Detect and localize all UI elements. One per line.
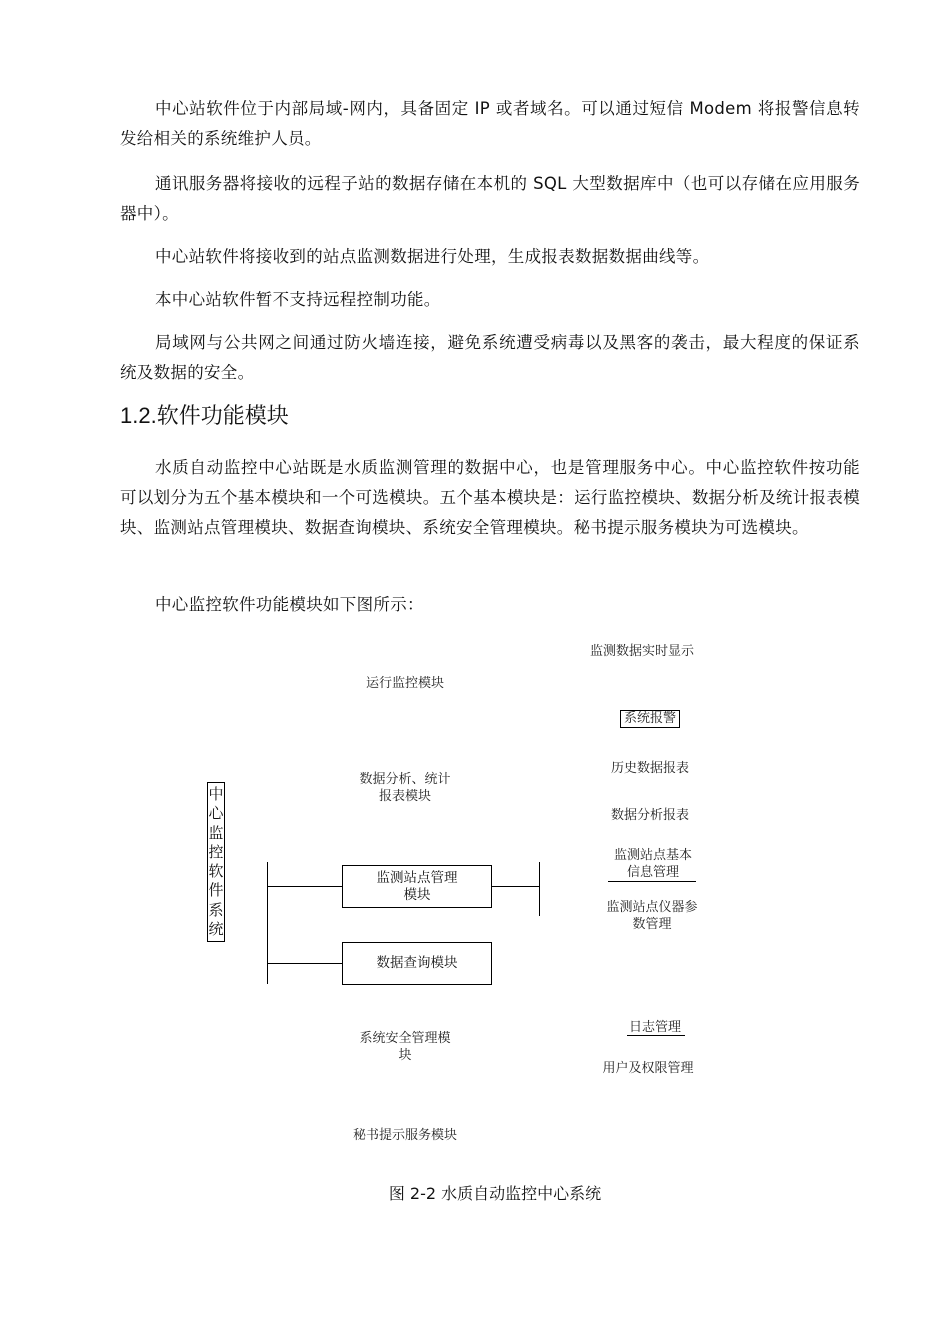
paragraph-intro-4: 本中心站软件暂不支持远程控制功能。 <box>155 290 441 309</box>
root-system-box <box>207 782 225 942</box>
root-char: 软 <box>208 862 224 881</box>
root-char: 系 <box>208 900 224 919</box>
module-station-mgmt-line1: 监测站点管理 <box>376 869 458 886</box>
func-instrument <box>582 899 722 933</box>
root-char: 心 <box>208 804 224 823</box>
paragraph-section-2: 中心监控软件功能模块如下图所示： <box>155 595 424 614</box>
func-log-mgmt: 日志管理 <box>628 1020 681 1035</box>
func-instrument-line1: 监测站点仪器参 <box>606 900 698 915</box>
connector-right <box>490 886 539 887</box>
func-station-info <box>583 847 723 881</box>
func-log-mgmt-underline <box>627 1035 685 1036</box>
root-char: 控 <box>208 842 224 861</box>
module-security-line2: 块 <box>398 1048 412 1063</box>
module-data-query-box <box>342 942 492 985</box>
connector-station <box>267 886 342 887</box>
section-heading: 1.2.软件功能模块 <box>120 403 289 428</box>
root-char: 中 <box>208 785 224 803</box>
module-data-query-label: 数据查询模块 <box>376 955 458 971</box>
module-security <box>330 1030 480 1064</box>
func-instrument-line2: 数管理 <box>632 917 672 932</box>
paragraph-intro-1: 中心站软件位于内部局域-网内，具备固定 IP 或者域名。可以通过短信 Modem 将报警信息转发给相关的系统维护人员。 <box>120 99 860 148</box>
func-system-alarm: 系统报警 <box>620 710 680 728</box>
root-char: 件 <box>208 881 224 900</box>
module-station-mgmt-line2: 模块 <box>403 886 431 903</box>
func-station-info-underline <box>608 881 696 882</box>
func-user-permission: 用户及权限管理 <box>602 1061 694 1076</box>
func-station-info-line2: 信息管理 <box>626 865 679 880</box>
figure-caption: 图 2-2 水质自动监控中心系统 <box>388 1184 602 1203</box>
module-station-mgmt-box <box>342 865 492 908</box>
right-bus-line <box>539 862 540 916</box>
func-station-info-line1: 监测站点基本 <box>613 848 692 863</box>
func-history-report: 历史数据报表 <box>610 761 689 776</box>
connector-query <box>267 963 342 964</box>
module-data-analysis <box>330 771 480 805</box>
left-bus-line <box>267 862 268 984</box>
paragraph-section-1: 水质自动监控中心站既是水质监测管理的数据中心，也是管理服务中心。中心监控软件按功能可以划分为五个基本模块和一个可选模块。五个基本模块是：运行监控模块、数据分析及统计报表模块、监测站点管理模块、数据查询模块、系统安全管理模块。秘书提示服务模块为可选模块。 <box>120 458 860 537</box>
paragraph-intro-2: 通讯服务器将接收的远程子站的数据存储在本机的 SQL 大型数据库中（也可以存储在应用服务器中）。 <box>120 174 860 223</box>
module-data-analysis-line2: 报表模块 <box>378 789 431 804</box>
module-security-line1: 系统安全管理模 <box>359 1031 451 1046</box>
paragraph-intro-3: 中心站软件将接收到的站点监测数据进行处理，生成报表数据数据曲线等。 <box>155 247 710 266</box>
func-realtime-display: 监测数据实时显示 <box>589 644 694 659</box>
module-secretary: 秘书提示服务模块 <box>352 1128 457 1143</box>
root-char: 统 <box>208 919 224 938</box>
root-char: 监 <box>208 823 224 842</box>
module-data-analysis-line1: 数据分析、统计 <box>359 772 451 787</box>
func-analysis-report: 数据分析报表 <box>610 808 689 823</box>
paragraph-intro-5: 局域网与公共网之间通过防火墙连接，避免系统遭受病毒以及黑客的袭击，最大程度的保证系统及数据的安全。 <box>120 333 860 382</box>
module-run-monitor: 运行监控模块 <box>365 676 444 691</box>
